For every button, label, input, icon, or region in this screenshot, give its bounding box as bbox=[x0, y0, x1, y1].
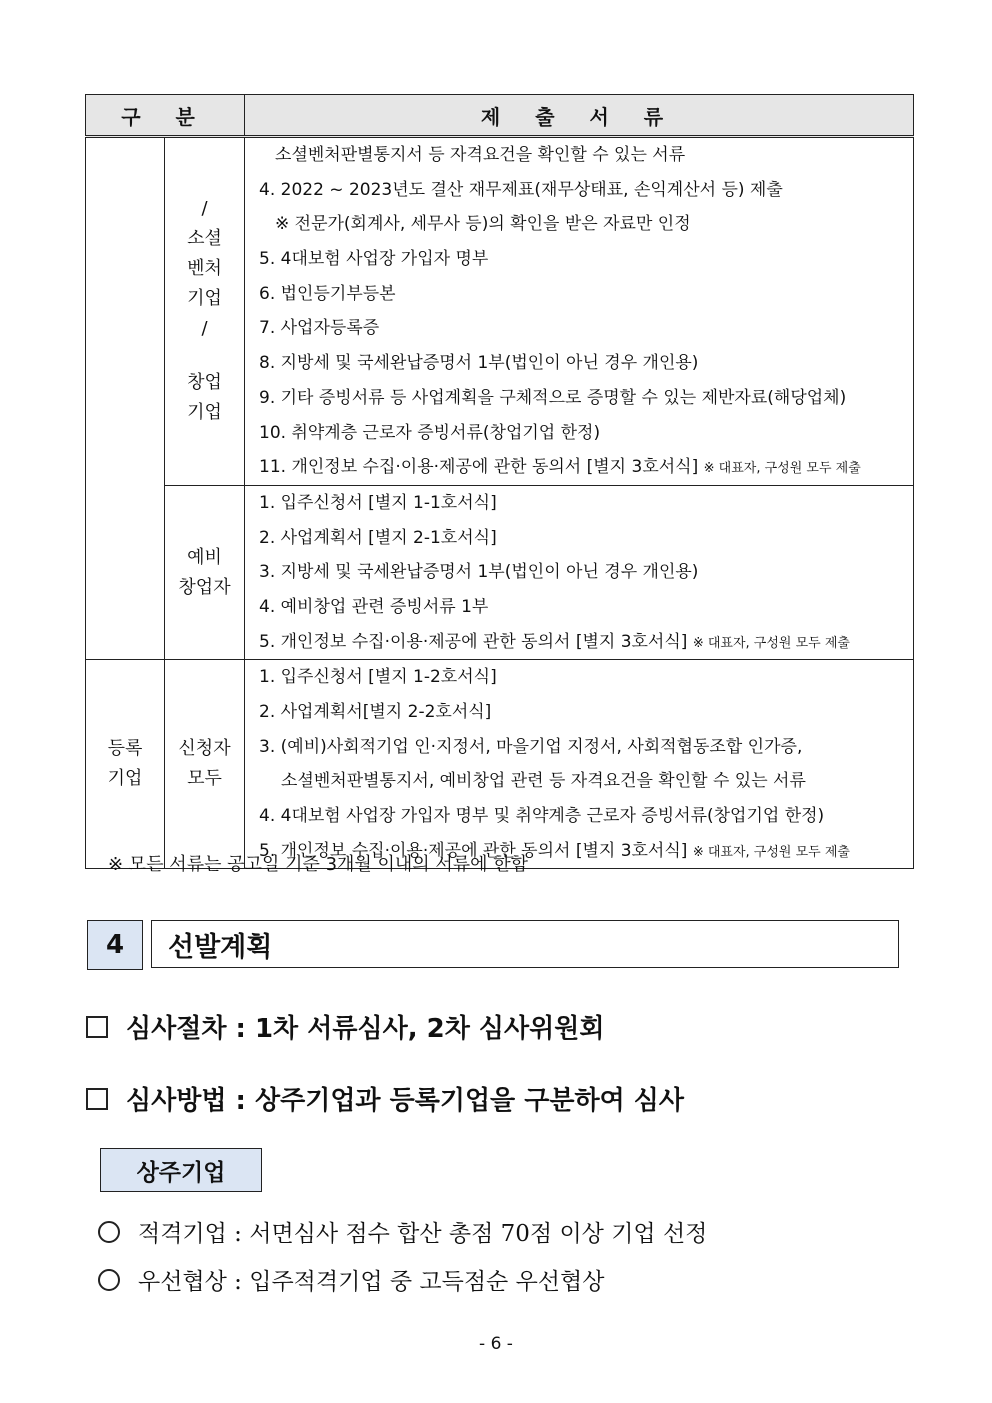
document-line: 4. 예비창업 관련 증빙서류 1부 bbox=[259, 596, 489, 617]
document-line: ※ 전문가(회계사, 세무사 등)의 확인을 받은 자료만 인정 bbox=[275, 214, 691, 235]
subsection-title: 상주기업 bbox=[100, 1148, 262, 1192]
circle-item bbox=[98, 1215, 707, 1248]
document-line: 3. 지방세 및 국세완납증명서 1부(법인이 아닌 경우 개인용) bbox=[259, 562, 699, 583]
table-footnote: ※ 모든 서류는 공고일 기준 3개월 이내의 서류에 한함 bbox=[108, 854, 529, 875]
table-row bbox=[86, 485, 914, 659]
sub-label-line: 소셜 bbox=[187, 228, 222, 250]
documents-table bbox=[85, 94, 914, 869]
circle-bullet-icon bbox=[98, 1221, 120, 1243]
documents-cell bbox=[245, 485, 914, 659]
sub-label-line: 예비 bbox=[187, 546, 222, 568]
document-line: 5. 4대보험 사업장 가입자 명부 bbox=[259, 249, 489, 270]
document-line-text: 5. 개인정보 수집·이용·제공에 관한 동의서 [별지 3호서식] bbox=[259, 631, 688, 652]
table-row bbox=[86, 137, 914, 486]
sub-label-spacer bbox=[165, 344, 244, 368]
document-line-text: 11. 개인정보 수집·이용·제공에 관한 동의서 [별지 3호서식] bbox=[259, 457, 699, 478]
table-row bbox=[86, 660, 914, 869]
main-label-line: 등록 bbox=[107, 738, 143, 760]
sub-label-line: / bbox=[201, 198, 208, 220]
sub-label-line: 벤처 bbox=[187, 258, 222, 280]
document-line: 2. 사업계획서 [별지 2-1호서식] bbox=[259, 527, 497, 548]
circle-item-text: 우선협상 : 입주적격기업 중 고득점순 우선협상 bbox=[138, 1269, 605, 1295]
sub-label-line: 기업 bbox=[187, 288, 222, 310]
document-line bbox=[259, 450, 913, 485]
document-line-text: 5. 개인정보 수집·이용·제공에 관한 동의서 [별지 3호서식] bbox=[259, 840, 688, 861]
document-line: 8. 지방세 및 국세완납증명서 1부(법인이 아닌 경우 개인용) bbox=[259, 353, 699, 374]
document-line: 1. 입주신청서 [별지 1-1호서식] bbox=[259, 492, 497, 513]
documents-cell bbox=[245, 137, 914, 486]
sub-category-cell bbox=[165, 485, 245, 659]
main-category-cell bbox=[86, 660, 165, 869]
header-documents: 제 출 서 류 bbox=[245, 95, 914, 137]
bullet-text: 심사절차 : 1차 서류심사, 2차 심사위원회 bbox=[126, 1014, 605, 1044]
sub-label-line: 모두 bbox=[187, 768, 222, 790]
checkbox-square-icon bbox=[86, 1016, 108, 1038]
document-note: ※ 대표자, 구성원 모두 제출 bbox=[692, 844, 850, 860]
document-line: 1. 입주신청서 [별지 1-2호서식] bbox=[259, 667, 497, 688]
sub-label-line: 창업자 bbox=[178, 576, 231, 598]
document-line: 소셜벤처판별통지서 등 자격요건을 확인할 수 있는 서류 bbox=[275, 145, 686, 165]
document-line: 10. 취약계층 근로자 증빙서류(창업기업 한정) bbox=[259, 422, 601, 443]
bullet-item bbox=[86, 1008, 604, 1045]
document-line: 7. 사업자등록증 bbox=[259, 318, 380, 339]
document-line: 3. (예비)사회적기업 인·지정서, 마을기업 지정서, 사회적협동조합 인가증, bbox=[259, 736, 803, 757]
document-note: ※ 대표자, 구성원 모두 제출 bbox=[692, 635, 850, 651]
sub-label-line: / bbox=[201, 318, 208, 340]
document-note: ※ 대표자, 구성원 모두 제출 bbox=[703, 461, 861, 477]
header-category: 구 분 bbox=[86, 95, 245, 137]
circle-item bbox=[98, 1263, 604, 1296]
section-title: 선발계획 bbox=[151, 920, 899, 968]
document-line bbox=[259, 625, 913, 660]
document-line: 소셜벤처판별통지서, 예비창업 관련 등 자격요건을 확인할 수 있는 서류 bbox=[281, 771, 806, 792]
main-label-line: 기업 bbox=[107, 768, 143, 790]
sub-label-line: 신청자 bbox=[178, 738, 231, 760]
documents-cell bbox=[245, 660, 914, 869]
sub-category-cell bbox=[165, 660, 245, 869]
sub-category-cell bbox=[165, 137, 245, 486]
document-line: 9. 기타 증빙서류 등 사업계획을 구체적으로 증명할 수 있는 제반자료(해당업체) bbox=[259, 387, 847, 408]
checkbox-square-icon bbox=[86, 1088, 108, 1110]
circle-bullet-icon bbox=[98, 1269, 120, 1291]
sub-label-line: 기업 bbox=[187, 402, 222, 424]
page-number: - 6 - bbox=[479, 1334, 513, 1354]
bullet-item bbox=[86, 1080, 684, 1117]
document-line: 2. 사업계획서[별지 2-2호서식] bbox=[259, 702, 492, 722]
document-line: 4. 4대보험 사업장 가입자 명부 및 취약계층 근로자 증빙서류(창업기업 한정) bbox=[259, 806, 825, 827]
section-header bbox=[87, 920, 899, 970]
main-category-cell bbox=[86, 137, 165, 660]
document-line: 4. 2022 ~ 2023년도 결산 재무제표(재무상태표, 손익계산서 등) 제출 bbox=[259, 179, 783, 200]
bullet-text: 심사방법 : 상주기업과 등록기업을 구분하여 심사 bbox=[126, 1086, 684, 1116]
table-header-row bbox=[86, 95, 914, 137]
section-number: 4 bbox=[87, 920, 143, 970]
document-line: 6. 법인등기부등본 bbox=[259, 283, 396, 304]
circle-item-text: 적격기업 : 서면심사 점수 합산 총점 70점 이상 기업 선정 bbox=[138, 1221, 708, 1247]
sub-label-line: 창업 bbox=[187, 372, 222, 394]
